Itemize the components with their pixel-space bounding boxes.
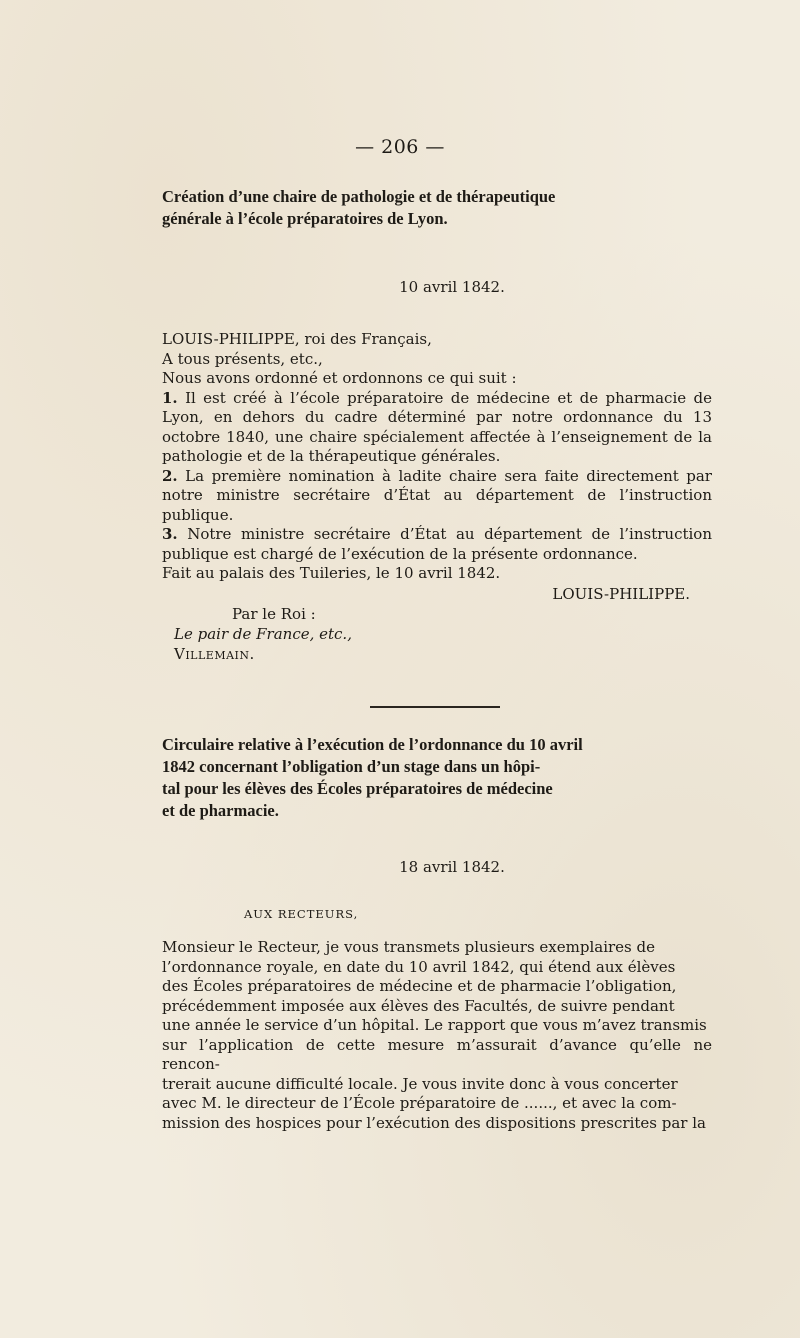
villemain-signature: Villemain. xyxy=(174,644,255,663)
section-1-date: 10 avril 1842. xyxy=(399,278,505,296)
article-2-text: La première nomination à ladite chaire sera faite directement par notre ministre secrétaire d’État au département de l’instruction publique. xyxy=(162,466,712,524)
section-2-title-line-1: Circulaire relative à l’exécution de l’ordonnance du 10 avril xyxy=(162,735,583,754)
body-line-9: mission des hospices pour l’exécution des dispositions prescrites par la xyxy=(162,1113,706,1132)
section-1-title-line-2: générale à l’école préparatoires de Lyon. xyxy=(162,209,448,228)
section-2-body xyxy=(162,938,712,1133)
pair-de-france: Le pair de France, etc., xyxy=(174,624,352,643)
preamble-line-2: A tous présents, etc., xyxy=(162,349,323,368)
section-1-title-line-1: Création d’une chaire de pathologie et de thérapeutique xyxy=(162,187,556,206)
article-1 xyxy=(162,389,712,467)
article-1-text: Il est créé à l’école préparatoire de médecine et de pharmacie de Lyon, en dehors du cadre déterminé par notre ordonnance du 13 octobre 1840, une chaire spécialement affectée à l’enseignement de la pathologie et de la thérapeutique générales. xyxy=(162,388,712,465)
article-2-number: 2. xyxy=(162,466,178,485)
article-3-number: 3. xyxy=(162,525,178,543)
section-2-title-line-2: 1842 concernant l’obligation d’un stage dans un hôpi- xyxy=(162,757,541,776)
body-line-7: trerait aucune difficulté locale. Je vous invite donc à vous concerter xyxy=(162,1074,678,1093)
preamble-line-3: Nous avons ordonné et ordonnons ce qui suit : xyxy=(162,369,517,387)
section-2-date-block xyxy=(162,858,712,876)
article-1-number: 1. xyxy=(162,388,178,407)
section-2-date: 18 avril 1842. xyxy=(399,858,505,876)
section-2-title-line-4: et de pharmacie. xyxy=(162,801,279,820)
body-line-5: une année le service d’un hôpital. Le rapport que vous m’avez transmis xyxy=(162,1016,707,1034)
section-divider xyxy=(370,706,500,708)
body-line-2: l’ordonnance royale, en date du 10 avril 1842, qui étend aux élèves xyxy=(162,957,676,976)
article-3-text: Notre ministre secrétaire d’État au département de l’instruction publique est chargé de l’exécution de la présente ordonnance. xyxy=(162,525,712,563)
article-2 xyxy=(162,467,712,526)
section-1-date-block xyxy=(162,278,712,296)
page-number: — 206 — xyxy=(355,136,445,158)
closing-line: Fait au palais des Tuileries, le 10 avril 1842. xyxy=(162,564,501,582)
body-line-8: avec M. le directeur de l’École préparatoire de ......, et avec la com- xyxy=(162,1094,677,1112)
section-2-title xyxy=(162,734,712,822)
section-1-body xyxy=(162,330,712,664)
section-1-title xyxy=(162,186,712,230)
par-le-roi: Par le Roi : xyxy=(232,604,316,623)
section-2-address-block xyxy=(162,907,712,921)
preamble-line-1: LOUIS-PHILIPPE, roi des Français, xyxy=(162,330,432,348)
section-2-address: AUX RECTEURS, xyxy=(244,907,359,921)
signature: LOUIS-PHILIPPE. xyxy=(552,584,690,603)
article-3 xyxy=(162,525,712,564)
body-line-6: sur l’application de cette mesure m’assurait d’avance qu’elle ne rencon- xyxy=(162,1035,712,1073)
body-line-3: des Écoles préparatoires de médecine et de pharmacie l’obligation, xyxy=(162,977,677,995)
body-line-4: précédemment imposée aux élèves des Facultés, de suivre pendant xyxy=(162,996,675,1015)
body-line-1: Monsieur le Recteur, je vous transmets plusieurs exemplaires de xyxy=(162,938,655,956)
section-2-title-line-3: tal pour les élèves des Écoles préparatoires de médecine xyxy=(162,779,553,798)
